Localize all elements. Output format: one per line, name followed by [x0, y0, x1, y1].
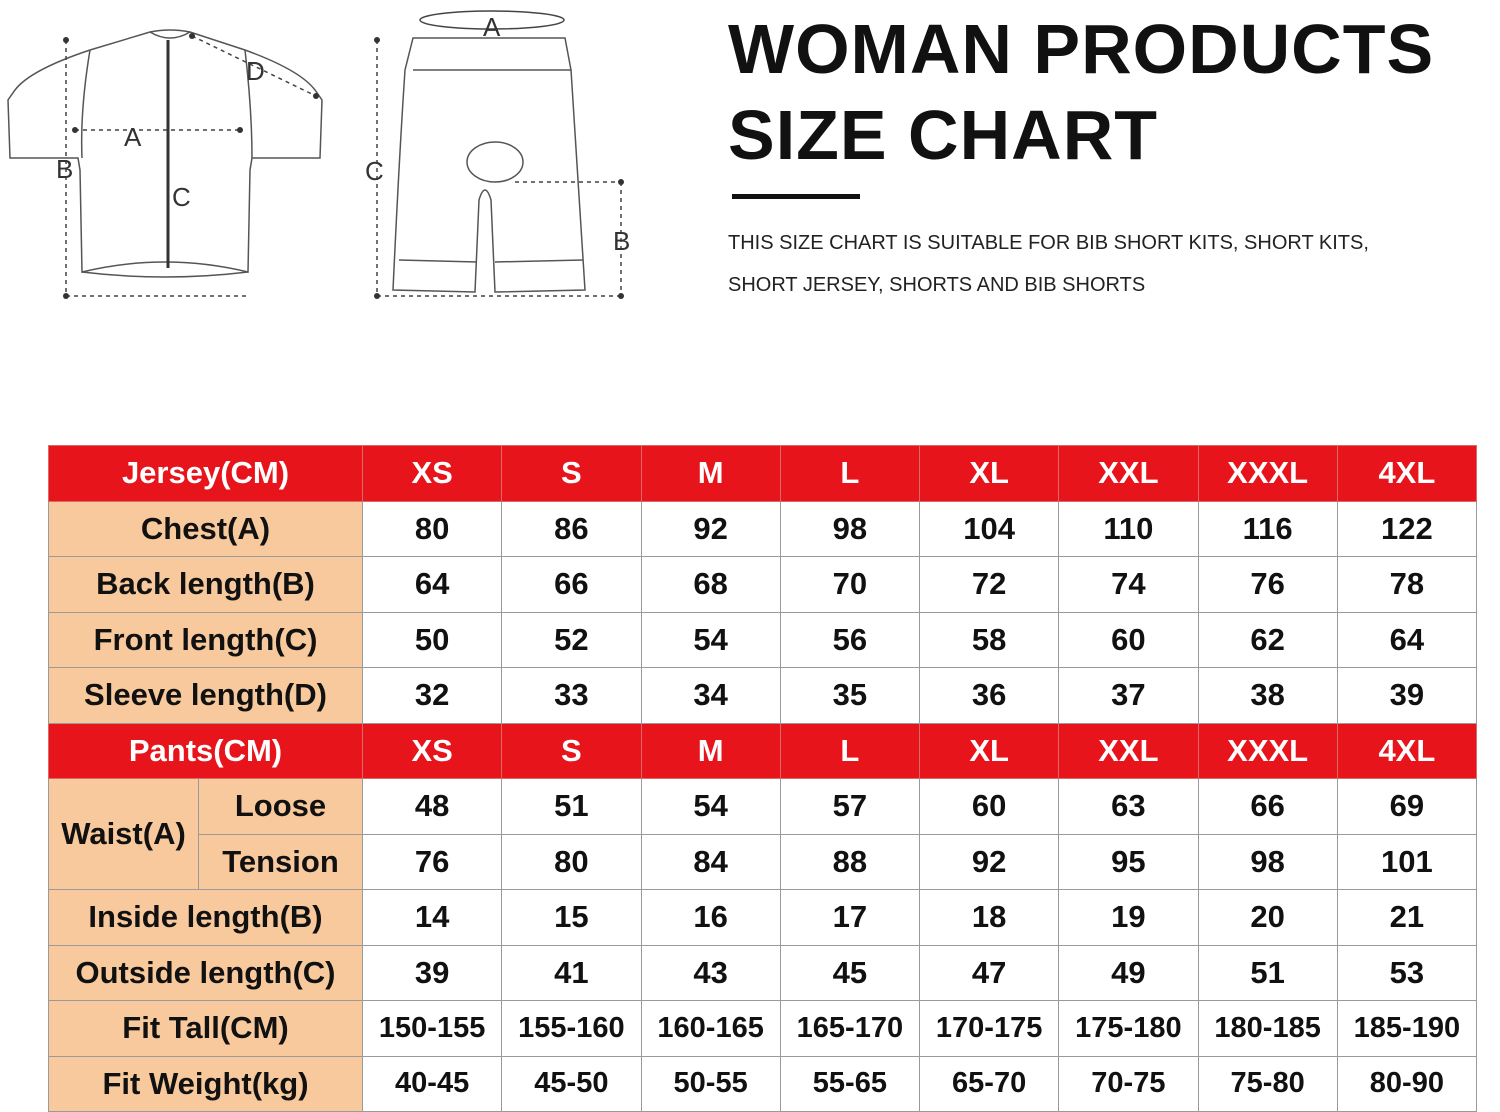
pants-label-b: B — [613, 226, 631, 256]
value-cell: 15 — [502, 890, 641, 946]
value-cell: 104 — [920, 501, 1059, 557]
table-row — [49, 1056, 1477, 1112]
value-cell: 32 — [363, 668, 502, 724]
value-cell: 70-75 — [1059, 1056, 1198, 1112]
row-label: Sleeve length(D) — [49, 668, 363, 724]
size-header-cell: 4XL — [1337, 446, 1476, 502]
value-cell: 70 — [780, 557, 919, 613]
table-row — [49, 834, 1477, 890]
value-cell: 41 — [502, 945, 641, 1001]
value-cell: 34 — [641, 668, 780, 724]
size-header-cell: M — [641, 446, 780, 502]
value-cell: 55-65 — [780, 1056, 919, 1112]
value-cell: 16 — [641, 890, 780, 946]
value-cell: 165-170 — [780, 1001, 919, 1057]
value-cell: 63 — [1059, 779, 1198, 835]
size-header-cell: L — [780, 446, 919, 502]
subtitle-line-2: SHORT JERSEY, SHORTS AND BIB SHORTS — [728, 274, 1146, 296]
pants-label-a: A — [483, 12, 501, 42]
title-line-2: SIZE CHART — [728, 96, 1158, 174]
title-divider — [732, 194, 860, 199]
size-header-cell: XS — [363, 723, 502, 779]
value-cell: 39 — [1337, 668, 1476, 724]
row-label: Fit Tall(CM) — [49, 1001, 363, 1057]
value-cell: 45 — [780, 945, 919, 1001]
value-cell: 51 — [1198, 945, 1337, 1001]
value-cell: 45-50 — [502, 1056, 641, 1112]
jersey-label-b: B — [56, 154, 74, 184]
value-cell: 80 — [502, 834, 641, 890]
value-cell: 62 — [1198, 612, 1337, 668]
value-cell: 74 — [1059, 557, 1198, 613]
jersey-header-row — [49, 446, 1477, 502]
value-cell: 48 — [363, 779, 502, 835]
value-cell: 101 — [1337, 834, 1476, 890]
subtitle — [728, 222, 1488, 306]
waist-sub-label: Tension — [199, 834, 363, 890]
size-header-cell: XL — [920, 446, 1059, 502]
value-cell: 50-55 — [641, 1056, 780, 1112]
value-cell: 19 — [1059, 890, 1198, 946]
value-cell: 58 — [920, 612, 1059, 668]
value-cell: 49 — [1059, 945, 1198, 1001]
value-cell: 80 — [363, 501, 502, 557]
value-cell: 84 — [641, 834, 780, 890]
value-cell: 52 — [502, 612, 641, 668]
value-cell: 35 — [780, 668, 919, 724]
size-header-cell: 4XL — [1337, 723, 1476, 779]
row-label: Front length(C) — [49, 612, 363, 668]
value-cell: 51 — [502, 779, 641, 835]
value-cell: 92 — [641, 501, 780, 557]
value-cell: 69 — [1337, 779, 1476, 835]
value-cell: 95 — [1059, 834, 1198, 890]
size-header-cell: XXXL — [1198, 723, 1337, 779]
table-row — [49, 501, 1477, 557]
size-header-cell: XL — [920, 723, 1059, 779]
title-line-1: WOMAN PRODUCTS — [728, 10, 1435, 88]
size-header-cell: S — [502, 446, 641, 502]
size-header-cell: L — [780, 723, 919, 779]
value-cell: 47 — [920, 945, 1059, 1001]
waist-label: Waist(A) — [49, 779, 199, 890]
jersey-label-c: C — [172, 182, 191, 212]
value-cell: 155-160 — [502, 1001, 641, 1057]
pants-diagram — [355, 0, 645, 315]
section-header-label: Pants(CM) — [49, 723, 363, 779]
value-cell: 98 — [780, 501, 919, 557]
value-cell: 150-155 — [363, 1001, 502, 1057]
value-cell: 21 — [1337, 890, 1476, 946]
pants-label-c: C — [365, 156, 384, 186]
table-row — [49, 1001, 1477, 1057]
value-cell: 80-90 — [1337, 1056, 1476, 1112]
value-cell: 37 — [1059, 668, 1198, 724]
value-cell: 66 — [1198, 779, 1337, 835]
value-cell: 78 — [1337, 557, 1476, 613]
value-cell: 57 — [780, 779, 919, 835]
value-cell: 110 — [1059, 501, 1198, 557]
value-cell: 65-70 — [920, 1056, 1059, 1112]
value-cell: 50 — [363, 612, 502, 668]
row-label: Inside length(B) — [49, 890, 363, 946]
size-header-cell: XXL — [1059, 446, 1198, 502]
value-cell: 185-190 — [1337, 1001, 1476, 1057]
value-cell: 56 — [780, 612, 919, 668]
value-cell: 36 — [920, 668, 1059, 724]
size-header-cell: XXXL — [1198, 446, 1337, 502]
value-cell: 54 — [641, 612, 780, 668]
waist-sub-label: Loose — [199, 779, 363, 835]
size-chart-table — [48, 445, 1477, 1112]
value-cell: 66 — [502, 557, 641, 613]
value-cell: 38 — [1198, 668, 1337, 724]
value-cell: 53 — [1337, 945, 1476, 1001]
page-title — [728, 6, 1434, 178]
value-cell: 180-185 — [1198, 1001, 1337, 1057]
subtitle-line-1: THIS SIZE CHART IS SUITABLE FOR BIB SHORT KITS, SHORT KITS, — [728, 232, 1369, 254]
value-cell: 72 — [920, 557, 1059, 613]
row-label: Outside length(C) — [49, 945, 363, 1001]
jersey-label-a: A — [124, 122, 142, 152]
size-header-cell: XS — [363, 446, 502, 502]
size-header-cell: XXL — [1059, 723, 1198, 779]
table-row — [49, 779, 1477, 835]
value-cell: 170-175 — [920, 1001, 1059, 1057]
value-cell: 39 — [363, 945, 502, 1001]
size-header-cell: M — [641, 723, 780, 779]
value-cell: 43 — [641, 945, 780, 1001]
value-cell: 175-180 — [1059, 1001, 1198, 1057]
value-cell: 60 — [920, 779, 1059, 835]
value-cell: 54 — [641, 779, 780, 835]
size-header-cell: S — [502, 723, 641, 779]
pants-outline — [393, 38, 585, 292]
value-cell: 160-165 — [641, 1001, 780, 1057]
value-cell: 17 — [780, 890, 919, 946]
value-cell: 64 — [1337, 612, 1476, 668]
value-cell: 86 — [502, 501, 641, 557]
value-cell: 92 — [920, 834, 1059, 890]
value-cell: 68 — [641, 557, 780, 613]
section-header-label: Jersey(CM) — [49, 446, 363, 502]
value-cell: 40-45 — [363, 1056, 502, 1112]
value-cell: 98 — [1198, 834, 1337, 890]
row-label: Chest(A) — [49, 501, 363, 557]
table-row — [49, 557, 1477, 613]
row-label: Fit Weight(kg) — [49, 1056, 363, 1112]
row-label: Back length(B) — [49, 557, 363, 613]
value-cell: 122 — [1337, 501, 1476, 557]
table-row — [49, 612, 1477, 668]
value-cell: 14 — [363, 890, 502, 946]
table-row — [49, 945, 1477, 1001]
value-cell: 18 — [920, 890, 1059, 946]
value-cell: 88 — [780, 834, 919, 890]
value-cell: 20 — [1198, 890, 1337, 946]
value-cell: 76 — [1198, 557, 1337, 613]
pants-header-row — [49, 723, 1477, 779]
jersey-label-d: D — [246, 56, 265, 86]
value-cell: 75-80 — [1198, 1056, 1337, 1112]
jersey-outline — [8, 30, 322, 272]
table-row — [49, 668, 1477, 724]
jersey-diagram — [0, 0, 340, 315]
value-cell: 64 — [363, 557, 502, 613]
value-cell: 76 — [363, 834, 502, 890]
value-cell: 60 — [1059, 612, 1198, 668]
value-cell: 33 — [502, 668, 641, 724]
table-row — [49, 890, 1477, 946]
value-cell: 116 — [1198, 501, 1337, 557]
